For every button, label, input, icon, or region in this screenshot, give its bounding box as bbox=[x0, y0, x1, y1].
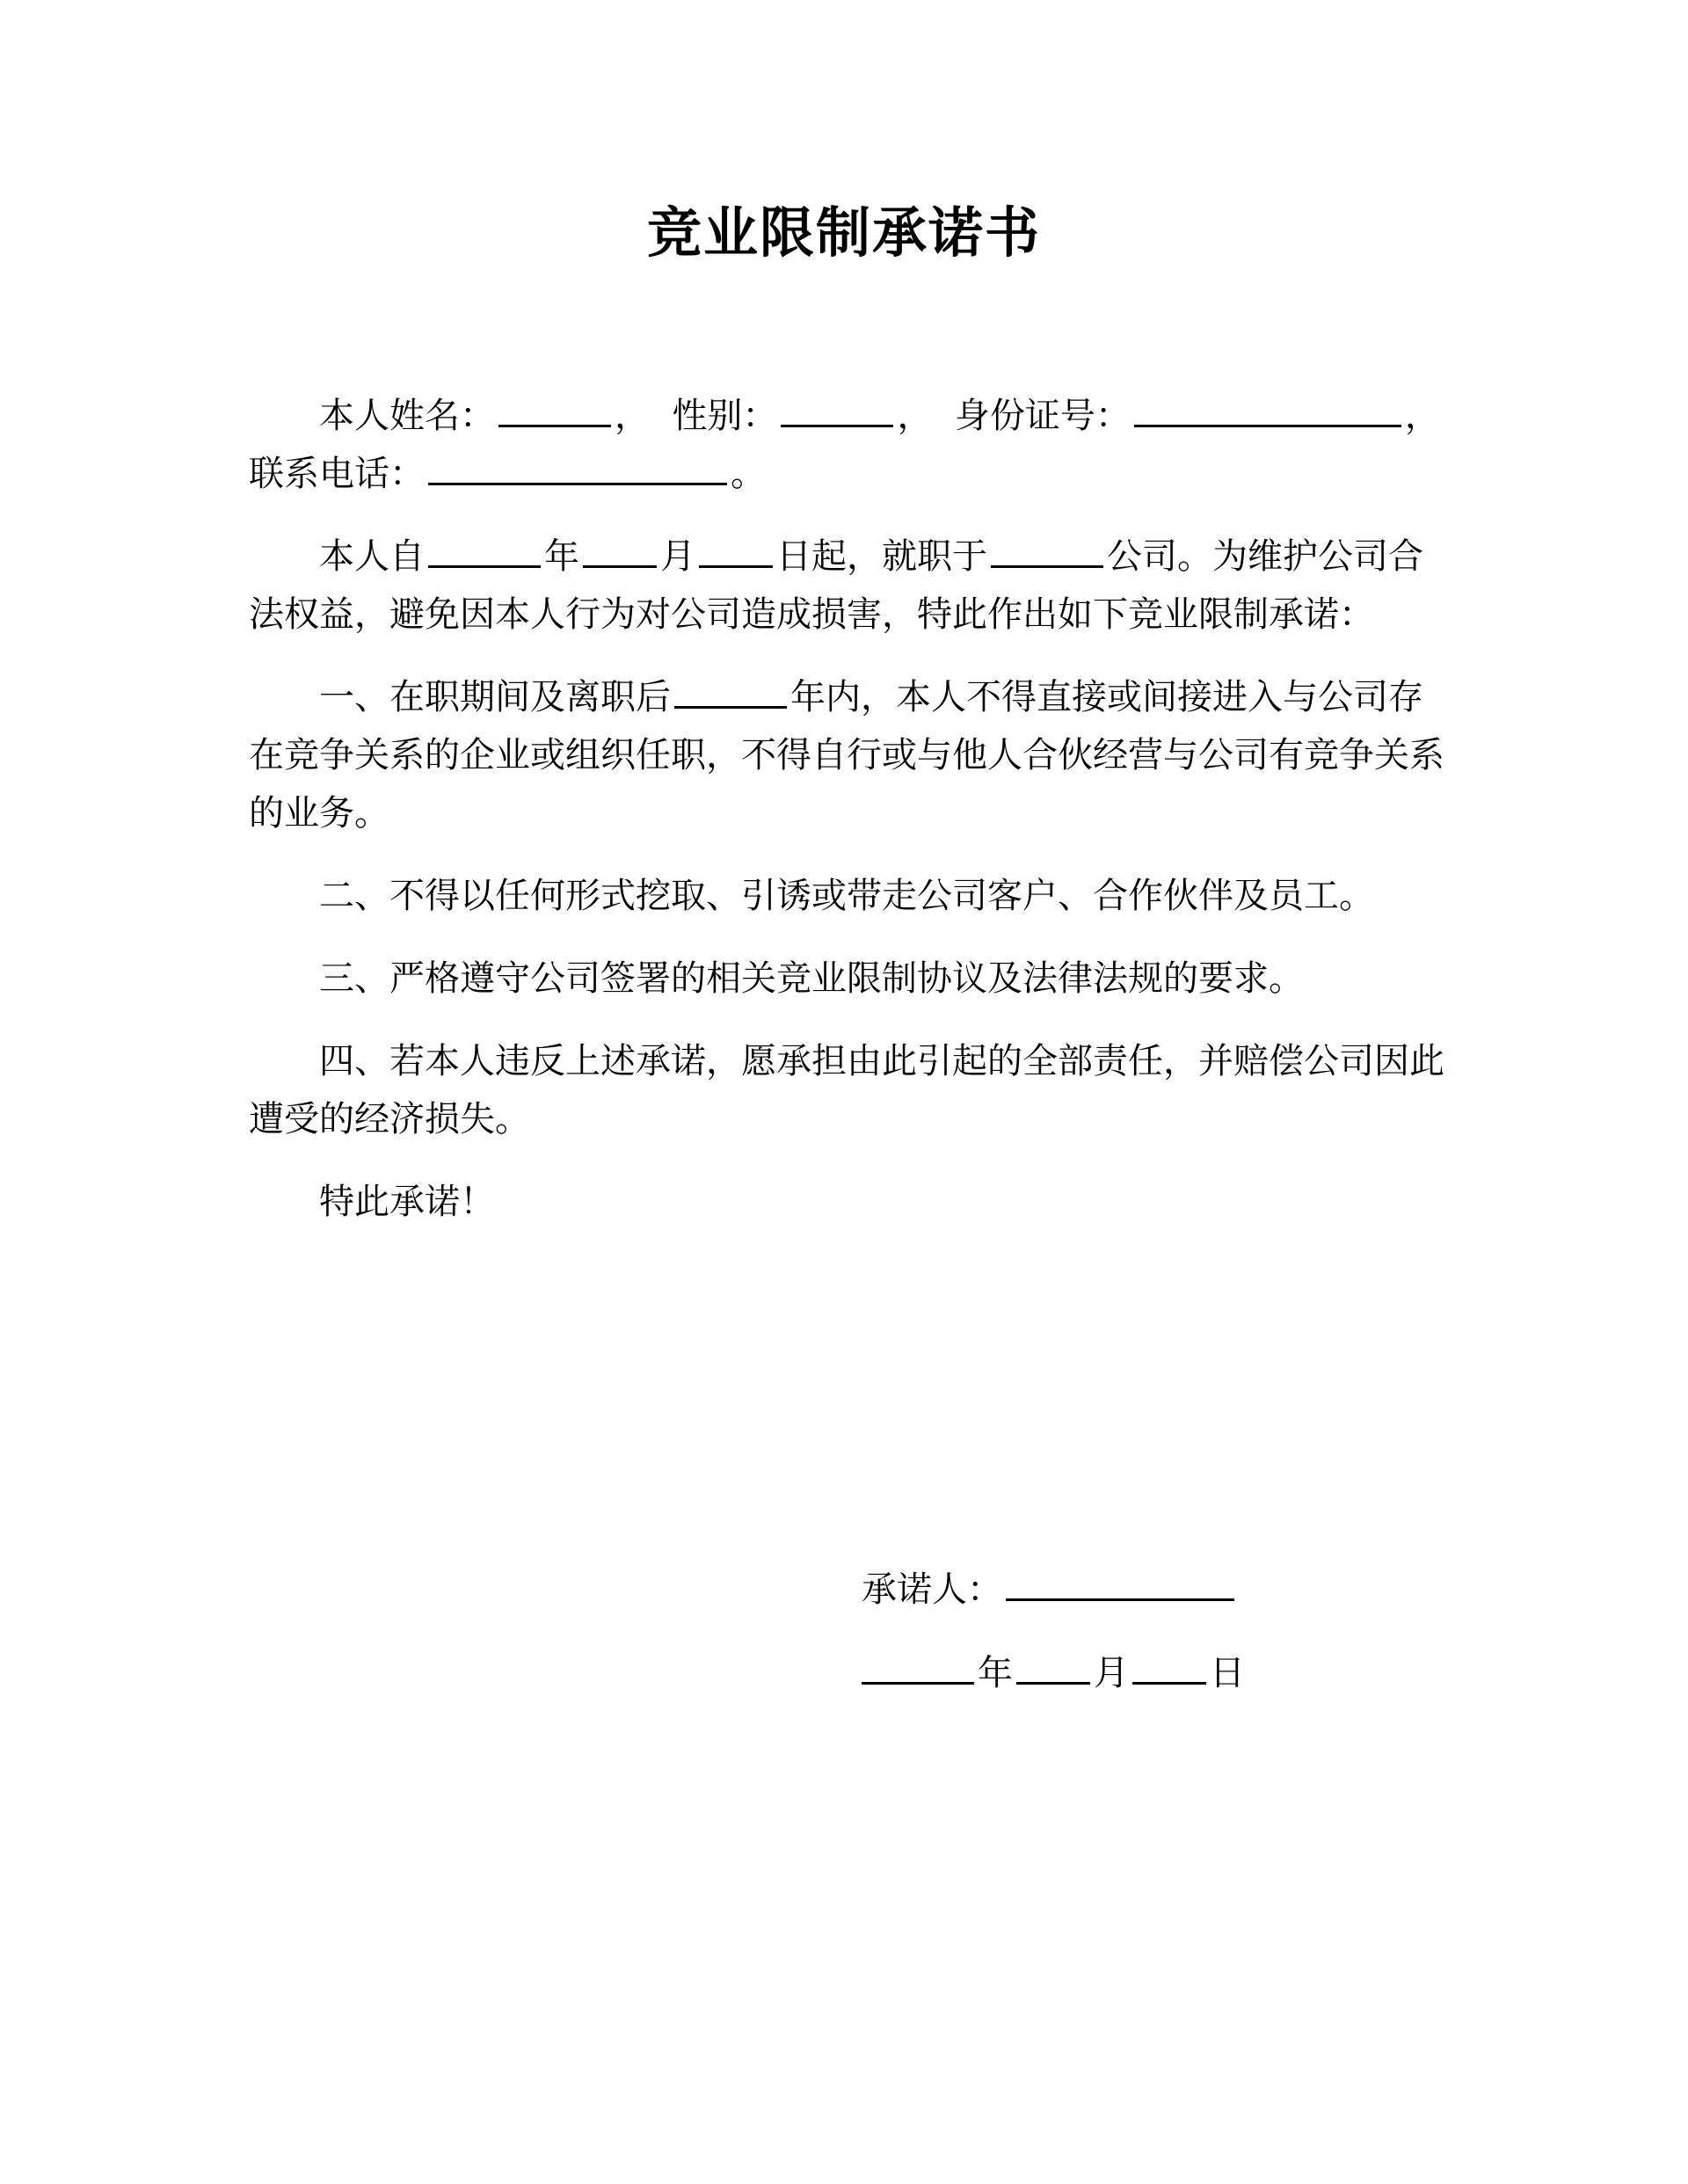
sign-day-label: 日 bbox=[1210, 1653, 1245, 1693]
sign-year-label: 年 bbox=[978, 1653, 1013, 1693]
name-label: 本人姓名： bbox=[319, 396, 495, 436]
start-year-blank bbox=[428, 565, 541, 568]
gender-label: 性别： bbox=[672, 396, 778, 436]
day-label: 日起，就职于 bbox=[776, 536, 987, 577]
id-blank bbox=[1134, 425, 1401, 427]
closing-text: 特此承诺！ bbox=[319, 1182, 495, 1222]
year-label: 年 bbox=[544, 536, 579, 577]
clause-1-suffix: 年内，本人不得直接或间接进入与公司存在竞争关系的企业或组织任职，不得自行或与他人合伙经营与公司有竞争关系的业务。 bbox=[249, 677, 1444, 834]
sign-year-blank bbox=[862, 1682, 974, 1685]
clause-3: 三、严格遵守公司签署的相关竞业限制协议及法律法规的要求。 bbox=[319, 958, 1304, 999]
company-blank bbox=[991, 565, 1103, 568]
separator: ， bbox=[615, 396, 650, 436]
end-mark: 。 bbox=[731, 454, 766, 494]
intro-text: 公司。为维护公司合法权益，避免因本人行为对公司造成损害，特此作出如下竞业限制承诺： bbox=[249, 536, 1423, 635]
personal-info-paragraph bbox=[249, 387, 1444, 503]
sign-month-blank bbox=[1016, 1682, 1090, 1685]
signature-date bbox=[862, 1644, 1477, 1702]
sign-day-blank bbox=[1132, 1682, 1206, 1685]
signature-line bbox=[862, 1561, 1477, 1619]
signature-label: 承诺人： bbox=[862, 1569, 1002, 1610]
gender-blank bbox=[781, 425, 893, 427]
clause-1-prefix: 一、在职期间及离职后 bbox=[319, 677, 671, 717]
id-label: 身份证号： bbox=[954, 396, 1131, 436]
clause-4: 四、若本人违反上述承诺，愿承担由此引起的全部责任，并赔偿公司因此遭受的经济损失。 bbox=[249, 1041, 1444, 1139]
separator: ， bbox=[897, 396, 933, 436]
sign-month-label: 月 bbox=[1094, 1653, 1129, 1693]
month-label: 月 bbox=[660, 536, 695, 577]
start-day-blank bbox=[699, 565, 773, 568]
signature-blank bbox=[1006, 1598, 1234, 1601]
separator: ， bbox=[1404, 396, 1440, 436]
intro-prefix: 本人自 bbox=[319, 536, 425, 577]
start-month-blank bbox=[583, 565, 657, 568]
clause-2: 二、不得以任何形式挖取、引诱或带走公司客户、合作伙伴及员工。 bbox=[319, 876, 1374, 916]
phone-label: 联系电话： bbox=[249, 454, 425, 494]
phone-blank bbox=[428, 483, 727, 485]
intro-paragraph bbox=[249, 528, 1444, 644]
document-body bbox=[249, 387, 1444, 1256]
clause-1 bbox=[249, 668, 1444, 842]
document-title: 竞业限制承诺书 bbox=[646, 200, 1041, 265]
years-blank bbox=[674, 706, 787, 709]
name-blank bbox=[498, 425, 611, 427]
